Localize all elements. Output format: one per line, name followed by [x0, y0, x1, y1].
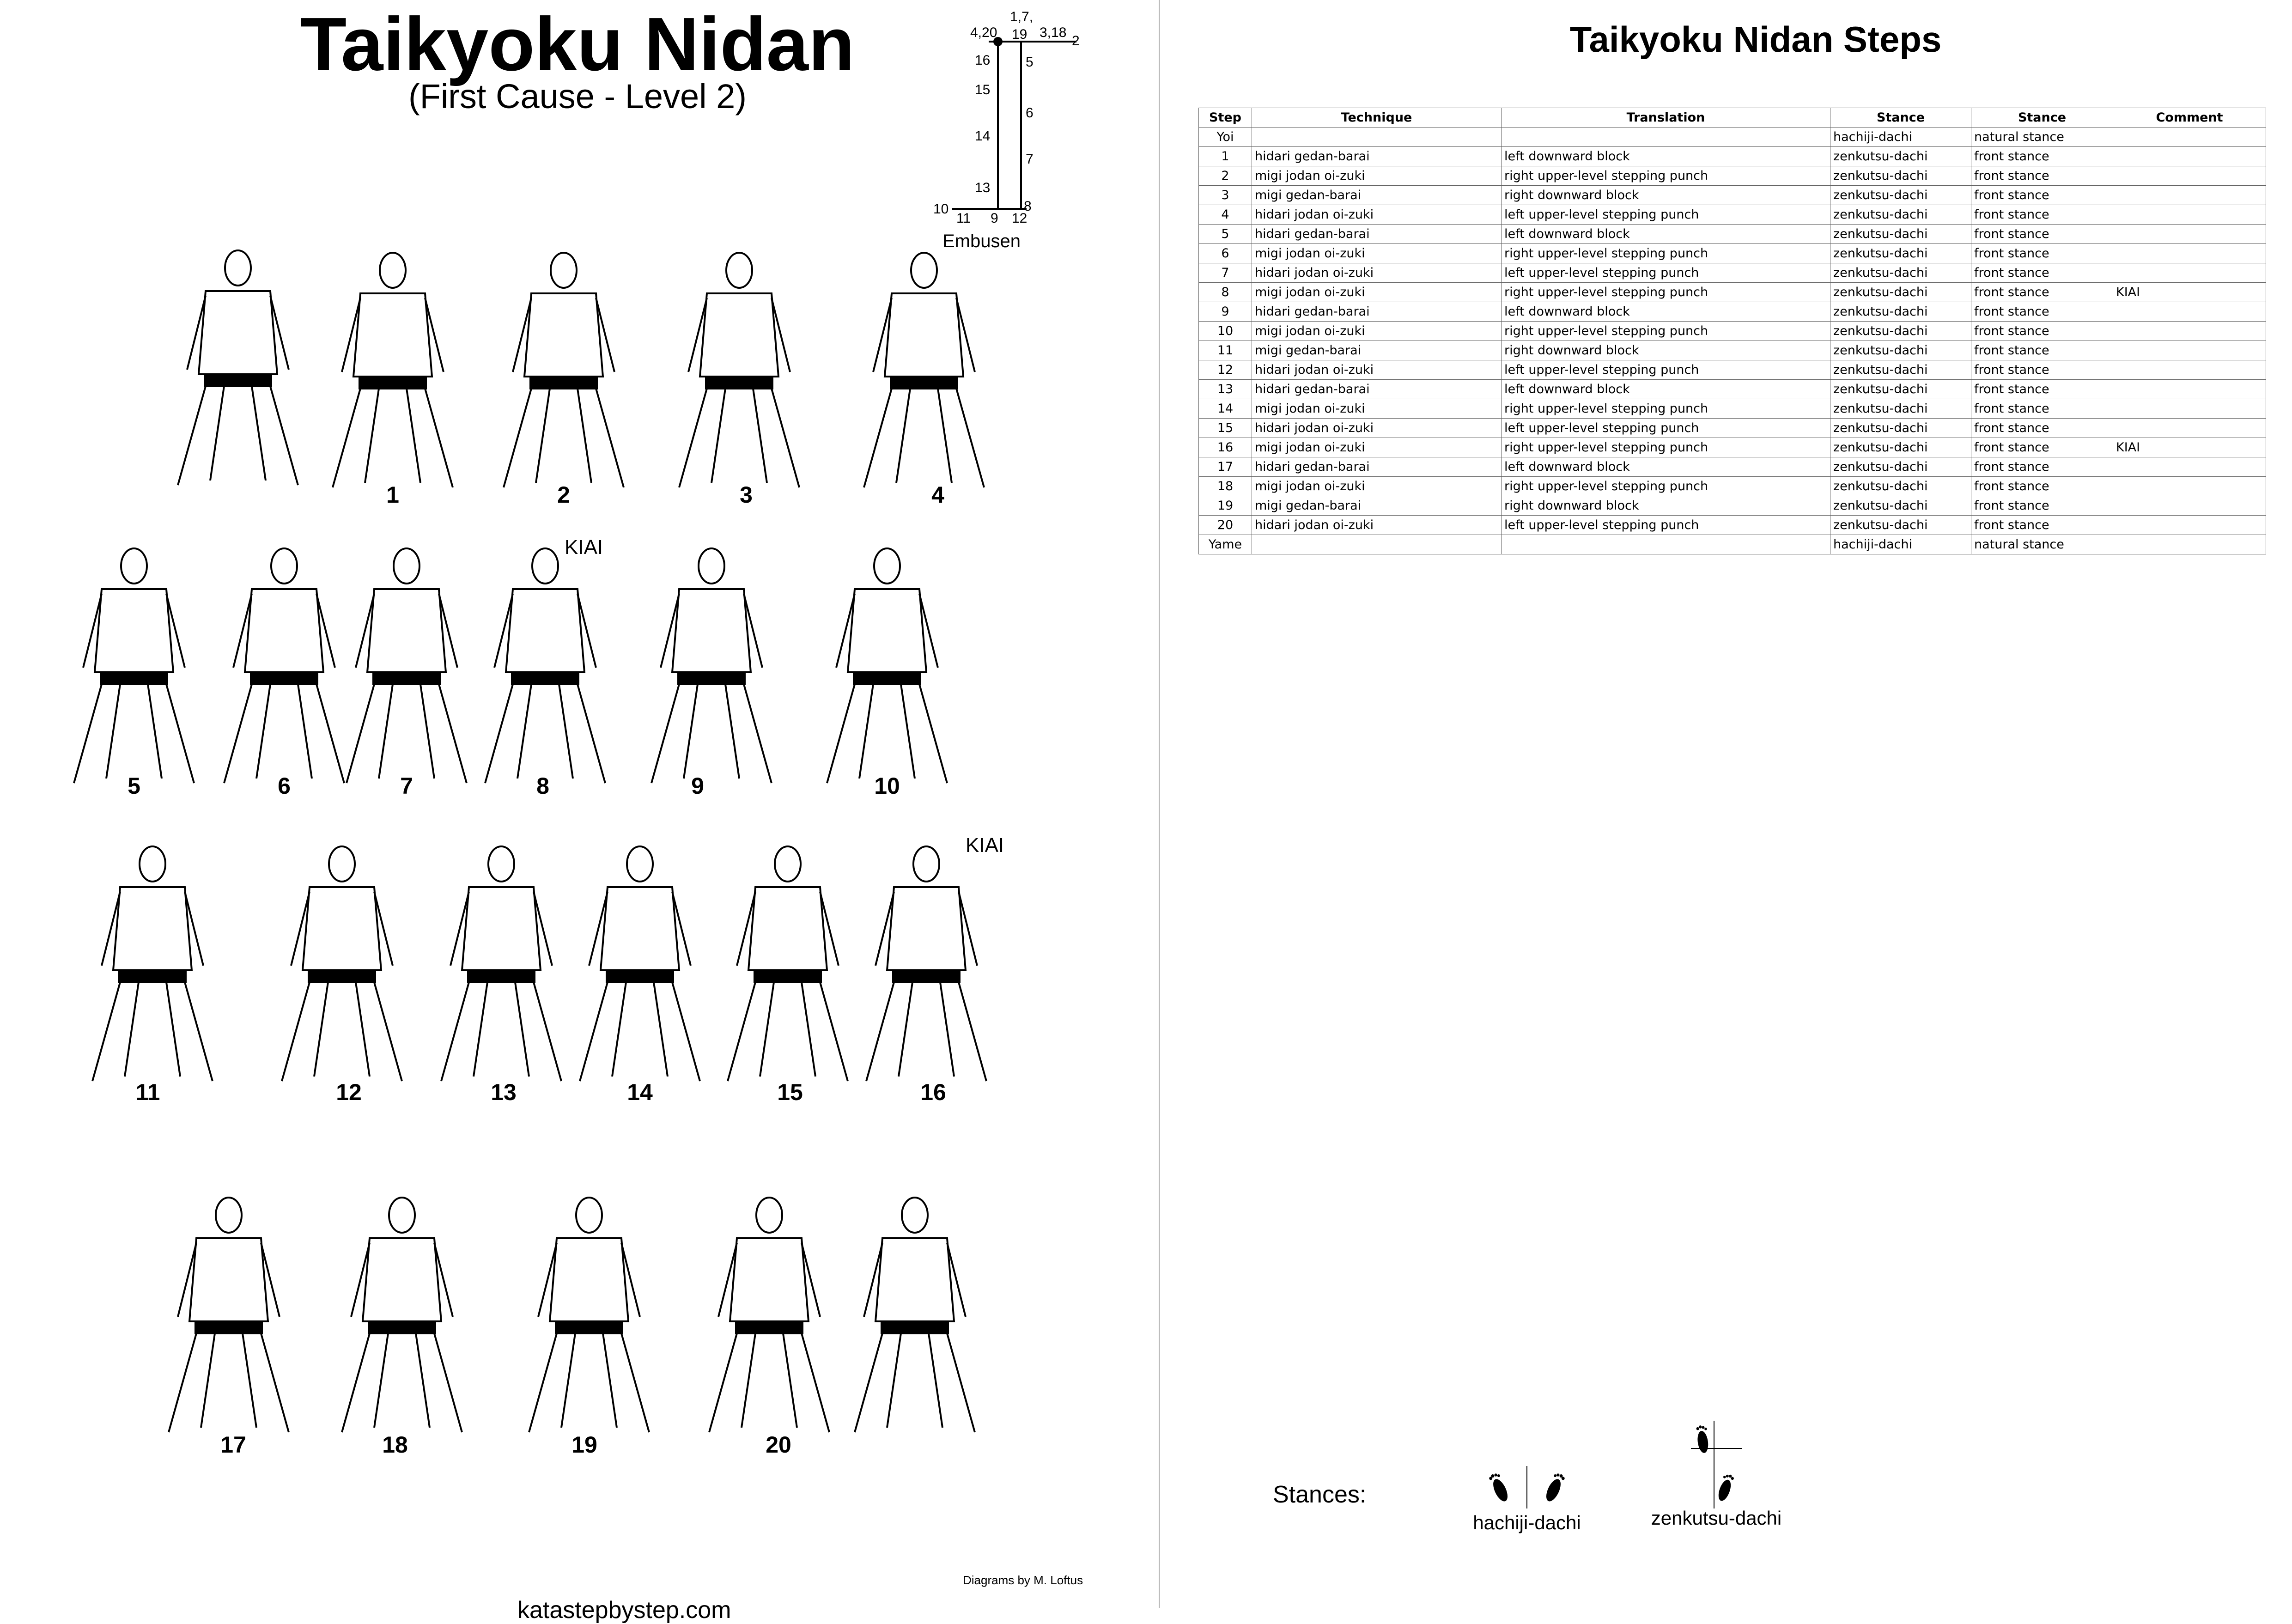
karateka-figure	[224, 548, 344, 783]
embusen-number: 16	[975, 53, 991, 68]
figure-label: 12	[336, 1079, 362, 1105]
comment-cell	[2113, 244, 2266, 263]
steps-title: Taikyoku Nidan Steps	[1569, 19, 1942, 60]
technique-cell: hidari gedan-barai	[1252, 302, 1502, 322]
stance-cell: zenkutsu-dachi	[1830, 166, 1971, 186]
steps-table	[1198, 108, 2266, 554]
stance-cell: hachiji-dachi	[1830, 535, 1971, 554]
column-header: Step	[1199, 108, 1252, 128]
figure-label: 6	[278, 773, 291, 799]
stance-cell: zenkutsu-dachi	[1830, 225, 1971, 244]
step-cell: 5	[1199, 225, 1252, 244]
stance-translation-cell: front stance	[1971, 244, 2113, 263]
figure-label: 16	[920, 1079, 946, 1105]
comment-cell	[2113, 322, 2266, 341]
figure-label: 19	[571, 1432, 597, 1458]
step-cell: 17	[1199, 457, 1252, 477]
embusen-number: 13	[975, 180, 991, 195]
step-cell: 2	[1199, 166, 1252, 186]
technique-cell: migi jodan oi-zuki	[1252, 283, 1502, 302]
table-row	[1199, 302, 2266, 322]
table-row	[1199, 244, 2266, 263]
embusen-number: 8	[1024, 199, 1032, 214]
karateka-figure	[74, 548, 194, 783]
technique-cell: migi jodan oi-zuki	[1252, 399, 1502, 419]
step-cell: 6	[1199, 244, 1252, 263]
comment-cell	[2113, 419, 2266, 438]
step-cell: 10	[1199, 322, 1252, 341]
technique-cell: migi jodan oi-zuki	[1252, 438, 1502, 457]
translation-cell: right upper-level stepping punch	[1502, 166, 1830, 186]
table-row	[1199, 186, 2266, 205]
stance-cell: zenkutsu-dachi	[1830, 205, 1971, 225]
translation-cell: left downward block	[1502, 147, 1830, 166]
column-header: Stance	[1971, 108, 2113, 128]
kata-figures-illustration	[0, 0, 1155, 1525]
comment-cell	[2113, 128, 2266, 147]
stance-cell: zenkutsu-dachi	[1830, 341, 1971, 360]
table-row	[1199, 399, 2266, 419]
karateka-figure	[728, 846, 848, 1081]
stance-cell: zenkutsu-dachi	[1830, 263, 1971, 283]
stance-cell: zenkutsu-dachi	[1830, 380, 1971, 399]
kiai-label: KIAI	[565, 536, 603, 559]
translation-cell: left downward block	[1502, 225, 1830, 244]
stance-name: hachiji-dachi	[1473, 1512, 1581, 1533]
comment-cell	[2113, 186, 2266, 205]
embusen-number: 5	[1026, 55, 1034, 70]
step-cell: 4	[1199, 205, 1252, 225]
comment-cell	[2113, 341, 2266, 360]
stance-translation-cell: front stance	[1971, 341, 2113, 360]
figure-label: 1	[386, 482, 399, 508]
stance-cell: zenkutsu-dachi	[1830, 399, 1971, 419]
figure-label: 4	[931, 482, 944, 508]
translation-cell: left upper-level stepping punch	[1502, 360, 1830, 380]
step-cell: Yoi	[1199, 128, 1252, 147]
table-row	[1199, 477, 2266, 496]
embusen-number: 19	[1012, 27, 1027, 42]
step-cell: 13	[1199, 380, 1252, 399]
karateka-figure	[342, 1198, 462, 1432]
figure-label: 3	[740, 482, 753, 508]
table-row	[1199, 322, 2266, 341]
step-cell: 18	[1199, 477, 1252, 496]
translation-cell: right upper-level stepping punch	[1502, 244, 1830, 263]
stance-translation-cell: front stance	[1971, 516, 2113, 535]
technique-cell: migi gedan-barai	[1252, 341, 1502, 360]
technique-cell: hidari jodan oi-zuki	[1252, 205, 1502, 225]
stance-cell: zenkutsu-dachi	[1830, 496, 1971, 516]
table-row	[1199, 341, 2266, 360]
technique-cell: migi jodan oi-zuki	[1252, 166, 1502, 186]
technique-cell: hidari jodan oi-zuki	[1252, 516, 1502, 535]
stance-translation-cell: front stance	[1971, 477, 2113, 496]
stances-label: Stances:	[1273, 1481, 1367, 1508]
column-header: Comment	[2113, 108, 2266, 128]
embusen-number: 4,20	[970, 25, 997, 40]
technique-cell: migi jodan oi-zuki	[1252, 244, 1502, 263]
translation-cell: right upper-level stepping punch	[1502, 477, 1830, 496]
karateka-figure	[679, 253, 799, 487]
table-row	[1199, 128, 2266, 147]
step-cell: 9	[1199, 302, 1252, 322]
karateka-figure	[864, 253, 984, 487]
translation-cell: right downward block	[1502, 496, 1830, 516]
table-row	[1199, 380, 2266, 399]
technique-cell: hidari jodan oi-zuki	[1252, 360, 1502, 380]
translation-cell: left downward block	[1502, 302, 1830, 322]
diagram-credit: Diagrams by M. Loftus	[963, 1573, 1083, 1587]
table-row	[1199, 496, 2266, 516]
figure-label: 15	[777, 1079, 803, 1105]
stance-cell: zenkutsu-dachi	[1830, 244, 1971, 263]
karateka-figure	[92, 846, 213, 1081]
figure-label: 5	[128, 773, 140, 799]
figure-label: 11	[135, 1079, 160, 1105]
stance-translation-cell: front stance	[1971, 360, 2113, 380]
stance-translation-cell: front stance	[1971, 380, 2113, 399]
table-row	[1199, 438, 2266, 457]
stance-translation-cell: front stance	[1971, 496, 2113, 516]
page-subtitle: (First Cause - Level 2)	[408, 77, 747, 116]
karateka-figure	[580, 846, 700, 1081]
stance-cell: zenkutsu-dachi	[1830, 283, 1971, 302]
technique-cell: hidari gedan-barai	[1252, 457, 1502, 477]
technique-cell	[1252, 128, 1502, 147]
translation-cell: left downward block	[1502, 380, 1830, 399]
technique-cell	[1252, 535, 1502, 554]
stance-translation-cell: front stance	[1971, 225, 2113, 244]
translation-cell: left upper-level stepping punch	[1502, 263, 1830, 283]
figure-label: 17	[220, 1432, 246, 1458]
step-cell: 19	[1199, 496, 1252, 516]
comment-cell	[2113, 147, 2266, 166]
stance-cell: zenkutsu-dachi	[1830, 147, 1971, 166]
translation-cell: right upper-level stepping punch	[1502, 322, 1830, 341]
translation-cell: left upper-level stepping punch	[1502, 205, 1830, 225]
figure-label: 7	[400, 773, 413, 799]
step-cell: 16	[1199, 438, 1252, 457]
website-link[interactable]: katastepbystep.com	[517, 1597, 731, 1624]
embusen-number: 9	[991, 211, 998, 226]
translation-cell: right upper-level stepping punch	[1502, 399, 1830, 419]
step-cell: 20	[1199, 516, 1252, 535]
column-header: Stance	[1830, 108, 1971, 128]
karateka-figure	[529, 1198, 649, 1432]
translation-cell: right downward block	[1502, 186, 1830, 205]
karateka-figure	[347, 548, 467, 783]
column-header: Translation	[1502, 108, 1830, 128]
stance-translation-cell: front stance	[1971, 457, 2113, 477]
embusen-number: 14	[975, 128, 991, 144]
stance-cell: zenkutsu-dachi	[1830, 322, 1971, 341]
stance-translation-cell: front stance	[1971, 322, 2113, 341]
translation-cell	[1502, 535, 1830, 554]
stance-translation-cell: front stance	[1971, 147, 2113, 166]
stance-translation-cell: front stance	[1971, 263, 2113, 283]
stance-cell: zenkutsu-dachi	[1830, 360, 1971, 380]
embusen-number: 7	[1026, 152, 1034, 167]
embusen-number: 10	[933, 201, 949, 217]
technique-cell: migi jodan oi-zuki	[1252, 322, 1502, 341]
stance-translation-cell: front stance	[1971, 186, 2113, 205]
karateka-figure	[333, 253, 453, 487]
stance-cell: zenkutsu-dachi	[1830, 302, 1971, 322]
translation-cell: right downward block	[1502, 341, 1830, 360]
table-row	[1199, 205, 2266, 225]
translation-cell: left upper-level stepping punch	[1502, 516, 1830, 535]
comment-cell	[2113, 457, 2266, 477]
karateka-figure	[855, 1198, 975, 1432]
translation-cell	[1502, 128, 1830, 147]
stance-name: zenkutsu-dachi	[1651, 1507, 1782, 1529]
karateka-figure	[485, 548, 605, 783]
table-row	[1199, 263, 2266, 283]
comment-cell	[2113, 496, 2266, 516]
figure-label: 20	[766, 1432, 791, 1458]
stance-translation-cell: front stance	[1971, 399, 2113, 419]
karateka-figure	[709, 1198, 829, 1432]
embusen-number: 3,18	[1040, 25, 1067, 40]
karateka-figure	[504, 253, 624, 487]
stance-translation-cell: natural stance	[1971, 128, 2113, 147]
figure-label: 18	[382, 1432, 408, 1458]
figure-label: 2	[557, 482, 570, 508]
stance-cell: zenkutsu-dachi	[1830, 477, 1971, 496]
embusen-number: 2	[1072, 33, 1080, 49]
stance-translation-cell: front stance	[1971, 419, 2113, 438]
column-header: Technique	[1252, 108, 1502, 128]
embusen-label: Embusen	[942, 231, 1021, 251]
translation-cell: right upper-level stepping punch	[1502, 438, 1830, 457]
comment-cell: KIAI	[2113, 438, 2266, 457]
technique-cell: migi gedan-barai	[1252, 496, 1502, 516]
karateka-figure	[827, 548, 947, 783]
table-row	[1199, 419, 2266, 438]
comment-cell	[2113, 380, 2266, 399]
table-row	[1199, 457, 2266, 477]
figure-label: 8	[536, 773, 549, 799]
stance-cell: zenkutsu-dachi	[1830, 419, 1971, 438]
technique-cell: migi gedan-barai	[1252, 186, 1502, 205]
kiai-label: KIAI	[966, 834, 1004, 857]
karateka-figure	[866, 846, 986, 1081]
stance-cell: zenkutsu-dachi	[1830, 516, 1971, 535]
figure-label: 9	[691, 773, 704, 799]
karateka-figure	[178, 250, 298, 485]
stance-translation-cell: natural stance	[1971, 535, 2113, 554]
stance-translation-cell: front stance	[1971, 302, 2113, 322]
stance-cell: hachiji-dachi	[1830, 128, 1971, 147]
stance-cell: zenkutsu-dachi	[1830, 186, 1971, 205]
figure-label: 14	[627, 1079, 653, 1105]
comment-cell	[2113, 166, 2266, 186]
embusen-number: 12	[1012, 211, 1027, 226]
step-cell: 7	[1199, 263, 1252, 283]
table-row	[1199, 283, 2266, 302]
stance-translation-cell: front stance	[1971, 166, 2113, 186]
figure-label: 10	[874, 773, 900, 799]
step-cell: 3	[1199, 186, 1252, 205]
table-row	[1199, 225, 2266, 244]
translation-cell: left upper-level stepping punch	[1502, 419, 1830, 438]
comment-cell	[2113, 205, 2266, 225]
table-row	[1199, 360, 2266, 380]
figure-label: 13	[491, 1079, 517, 1105]
stance-translation-cell: front stance	[1971, 205, 2113, 225]
step-cell: 14	[1199, 399, 1252, 419]
karateka-figure	[282, 846, 402, 1081]
hachiji-dachi-footprints-icon	[1481, 1462, 1573, 1513]
table-row	[1199, 166, 2266, 186]
technique-cell: hidari jodan oi-zuki	[1252, 263, 1502, 283]
translation-cell: right upper-level stepping punch	[1502, 283, 1830, 302]
comment-cell	[2113, 535, 2266, 554]
embusen-number: 15	[975, 82, 991, 97]
step-cell: Yame	[1199, 535, 1252, 554]
comment-cell	[2113, 302, 2266, 322]
comment-cell: KIAI	[2113, 283, 2266, 302]
technique-cell: migi jodan oi-zuki	[1252, 477, 1502, 496]
technique-cell: hidari gedan-barai	[1252, 225, 1502, 244]
step-cell: 15	[1199, 419, 1252, 438]
step-cell: 12	[1199, 360, 1252, 380]
step-cell: 11	[1199, 341, 1252, 360]
embusen-number: 1,7,	[1010, 9, 1034, 24]
table-row	[1199, 535, 2266, 554]
technique-cell: hidari gedan-barai	[1252, 380, 1502, 399]
karateka-figure	[441, 846, 561, 1081]
comment-cell	[2113, 399, 2266, 419]
comment-cell	[2113, 263, 2266, 283]
table-row	[1199, 147, 2266, 166]
embusen-number: 11	[956, 211, 971, 226]
technique-cell: hidari gedan-barai	[1252, 147, 1502, 166]
embusen-number: 6	[1026, 105, 1034, 121]
page-divider	[1159, 0, 1160, 1608]
karateka-figure	[169, 1198, 289, 1432]
zenkutsu-dachi-footprints-icon	[1682, 1421, 1746, 1508]
comment-cell	[2113, 225, 2266, 244]
translation-cell: left downward block	[1502, 457, 1830, 477]
comment-cell	[2113, 360, 2266, 380]
comment-cell	[2113, 477, 2266, 496]
stance-cell: zenkutsu-dachi	[1830, 457, 1971, 477]
comment-cell	[2113, 516, 2266, 535]
stance-translation-cell: front stance	[1971, 438, 2113, 457]
stance-translation-cell: front stance	[1971, 283, 2113, 302]
stance-cell: zenkutsu-dachi	[1830, 438, 1971, 457]
table-header-row	[1199, 108, 2266, 128]
page-title: Taikyoku Nidan	[300, 2, 855, 86]
step-cell: 1	[1199, 147, 1252, 166]
karateka-figure	[651, 548, 772, 783]
step-cell: 8	[1199, 283, 1252, 302]
technique-cell: hidari jodan oi-zuki	[1252, 419, 1502, 438]
table-row	[1199, 516, 2266, 535]
